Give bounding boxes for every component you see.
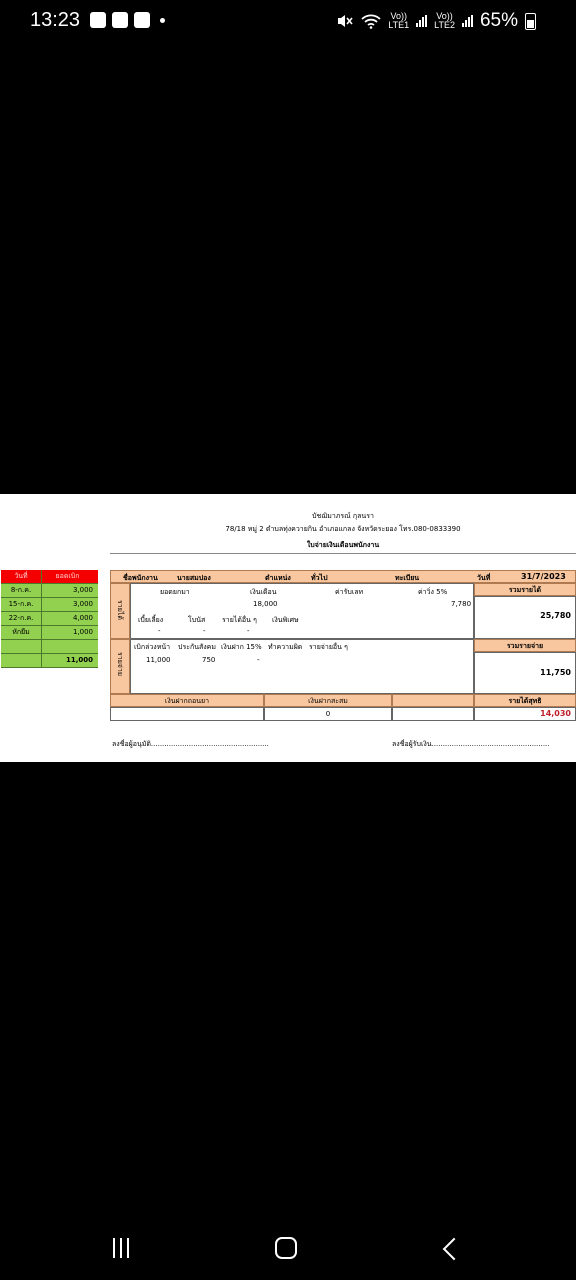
expense-label: รายจ่ายอื่น ๆ (309, 643, 348, 651)
sim2-network (434, 12, 455, 30)
sim2-label: LTE2 (434, 20, 455, 30)
table-row (1, 598, 98, 612)
position-label: ตำแหน่ง (265, 574, 291, 582)
advance-table (1, 570, 98, 668)
row-amount: 3,000 (72, 600, 93, 608)
approver-signature: ลงชื่อผู้อนุมัติ..................................................... (112, 740, 269, 748)
register-label: ทะเบียน (395, 574, 420, 582)
mute-icon (336, 13, 354, 29)
table-total-row (1, 654, 98, 668)
total-expense-value: 11,750 (540, 668, 571, 677)
row-amount: 1,000 (72, 628, 93, 636)
income-label: ค่าวิ่ง 5% (418, 588, 448, 596)
sim2-volte: Vo)) (436, 11, 453, 21)
net-income-header: รายได้สุทธิ (474, 694, 576, 707)
income-label: ค่ารับเลท (335, 588, 364, 596)
payslip-table (110, 570, 576, 721)
company-address: 78/18 หมู่ 2 ตำบลทุ่งควายกิน อำเภอแกลง จังหวัดระยอง โทร.080-0833390 (225, 525, 461, 533)
row-date (1, 640, 42, 653)
employee-name: นายสมปอง (177, 574, 211, 582)
media-icon (112, 12, 128, 28)
column-header: ยอดเบิก (55, 572, 80, 580)
saving-value: 0 (264, 707, 392, 721)
expense-label: เงินฝาก 15% (221, 643, 262, 651)
date-label: วันที่ (477, 574, 491, 582)
row-amount (42, 640, 98, 653)
deposit-value: - (257, 656, 260, 664)
sim1-volte: Vo)) (390, 11, 407, 21)
social-security-value: 750 (202, 656, 216, 664)
gallery-icon (90, 12, 106, 28)
table-row (1, 612, 98, 626)
column-header: วันที่ (1, 570, 42, 583)
expense-label: เบิกล่วงหน้า (134, 643, 171, 651)
blank-header (392, 694, 474, 707)
messenger-icon (134, 12, 150, 28)
income-label: โบนัส (188, 616, 206, 624)
battery-icon (525, 13, 536, 30)
slip-date: 31/7/2023 (521, 572, 566, 581)
company-name: บัชฌิมาภรณ์ กุลนรา (312, 512, 374, 520)
row-date: หักยืม (1, 626, 42, 639)
system-icons (336, 10, 536, 32)
wifi-icon (361, 13, 381, 29)
more-notifications-icon (160, 18, 165, 23)
table-header (1, 570, 98, 584)
income-label: ยอดยกมา (160, 588, 190, 596)
net-income-value: 14,030 (540, 709, 571, 718)
position-value: ทั่วไป (311, 574, 328, 582)
expense-label: ประกันสังคม (178, 643, 216, 651)
table-row (1, 626, 98, 640)
blank-cell (392, 707, 474, 721)
row-amount: 3,000 (72, 586, 93, 594)
total-amount: 11,000 (65, 656, 93, 664)
total-expense-header: รวมรายจ่าย (474, 639, 576, 652)
income-label: เงินเดือน (250, 588, 277, 596)
name-label: ชื่อพนักงาน (123, 574, 158, 582)
saving-header: เงินฝากสะสม (264, 694, 392, 707)
receiver-signature: ลงชื่อผู้รับเงิน..................................................... (392, 740, 550, 748)
row-date: 8-ก.ค. (1, 584, 42, 597)
signal-icon (462, 15, 473, 27)
employee-header-bar (110, 570, 576, 583)
allowance-value: - (158, 627, 161, 635)
document-title: ใบจ่ายเงินเดือนพนักงาน (306, 541, 380, 549)
payslip-image[interactable] (0, 494, 576, 762)
table-row (1, 584, 98, 598)
clock: 13:23 (30, 9, 81, 31)
trip-value: 7,780 (451, 600, 472, 608)
row-date: 22-ก.ค. (1, 612, 42, 625)
income-side-label: รายได้ (110, 583, 130, 639)
sim1-label: LTE1 (388, 20, 410, 30)
bonus-value: - (203, 627, 206, 635)
other-income-value: - (247, 627, 250, 635)
back-button[interactable] (443, 1238, 466, 1261)
withdraw-header: เงินฝากถอนยา (110, 694, 264, 707)
battery-percent: 65% (479, 10, 518, 31)
status-bar (0, 0, 576, 42)
row-amount: 4,000 (72, 614, 93, 622)
notification-icons (90, 12, 165, 28)
navigation-bar (0, 1220, 576, 1280)
total-income-value: 25,780 (540, 611, 571, 620)
recent-apps-button[interactable] (113, 1238, 129, 1258)
income-label: เบี้ยเลี้ยง (138, 616, 164, 624)
sim1-network (388, 12, 409, 30)
advance-value: 11,000 (146, 656, 171, 664)
total-income-header: รวมรายได้ (474, 583, 576, 596)
row-date: 15-ก.ค. (1, 598, 42, 611)
expense-label: ทำความผิด (268, 643, 303, 651)
income-label: เงินพิเศษ (272, 616, 299, 624)
signal-icon (416, 15, 427, 27)
salary-value: 18,000 (253, 600, 278, 608)
table-row (1, 640, 98, 654)
expense-side-label: รายจ่าย (110, 639, 130, 694)
header-divider (110, 553, 576, 554)
income-label: รายได้อื่น ๆ (222, 616, 257, 624)
home-button[interactable] (275, 1237, 297, 1259)
withdraw-cell (110, 707, 264, 721)
